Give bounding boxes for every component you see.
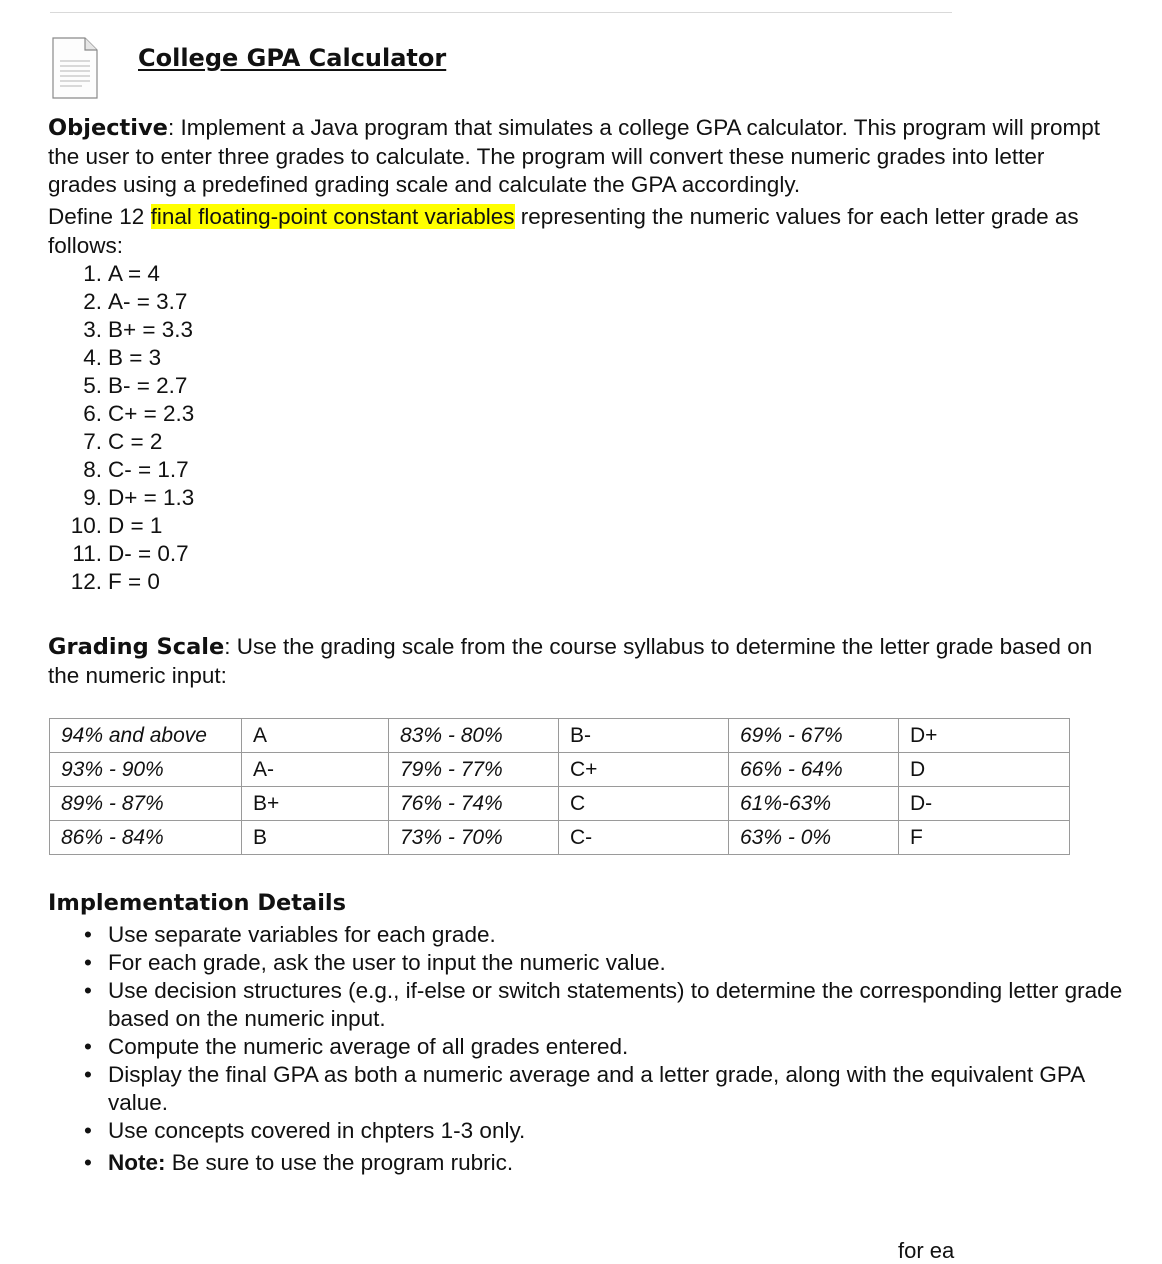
list-item: • Compute the numeric average of all grades entered.	[84, 1034, 629, 1059]
table-row: 89% - 87% B+ 76% - 74% C 61%-63% D-	[50, 787, 1070, 821]
implementation-list	[48, 921, 1138, 1177]
define-paragraph	[48, 203, 1118, 260]
objective-label: Objective	[48, 115, 168, 141]
list-item: 3. B+ = 3.3	[83, 317, 194, 342]
table-row: 93% - 90% A- 79% - 77% C+ 66% - 64% D	[50, 753, 1070, 787]
list-item: 5. B- = 2.7	[83, 373, 188, 398]
list-item: 2. A- = 3.7	[83, 289, 188, 314]
list-item: 1. A = 4	[83, 261, 160, 286]
grading-scale-table	[49, 718, 1070, 855]
list-item: • Note: Be sure to use the program rubric.	[84, 1150, 514, 1175]
list-item: 12. F = 0	[70, 569, 160, 594]
define-highlight: final floating-point constant variables	[150, 204, 515, 229]
grading-scale-label: Grading Scale	[48, 634, 225, 660]
list-item: • Use concepts covered in chpters 1-3 only.	[84, 1118, 526, 1143]
list-item: • For each grade, ask the user to input the numeric value.	[84, 950, 666, 975]
list-item: 11. D- = 0.7	[72, 541, 189, 566]
objective-paragraph	[48, 114, 1118, 200]
grade-values-list	[60, 260, 194, 596]
list-item: • Use separate variables for each grade.	[84, 922, 496, 947]
cutoff-text: for ea	[898, 1238, 955, 1263]
list-item: • Use decision structures (e.g., if-else or switch statements) to determine the corresponding letter grade based on the numeric input.	[84, 978, 1123, 1031]
define-suffix: representing the numeric values for each letter grade as follows:	[48, 204, 1079, 258]
list-item: 9. D+ = 1.3	[83, 485, 195, 510]
list-item: 6. C+ = 2.3	[83, 401, 195, 426]
implementation-heading: Implementation Details	[48, 890, 347, 916]
objective-text: : Implement a Java program that simulates a college GPA calculator. This program will prompt the user to enter three grades to calculate. The program will convert these numeric grades into letter grades using a predefined grading scale and calculate the GPA accordingly.	[48, 115, 1101, 197]
document-icon	[52, 37, 98, 99]
grading-scale-text: : Use the grading scale from the course syllabus to determine the letter grade based on the numeric input:	[48, 634, 1093, 688]
list-item: 4. B = 3	[83, 345, 162, 370]
page-title: College GPA Calculator	[138, 44, 447, 72]
top-divider	[50, 12, 952, 13]
table-row: 94% and above A 83% - 80% B- 69% - 67% D+	[50, 719, 1070, 753]
note-text: Be sure to use the program rubric.	[165, 1150, 514, 1175]
note-label: Note:	[108, 1150, 166, 1175]
define-prefix: Define 12	[48, 204, 151, 229]
list-item: 7. C = 2	[83, 429, 163, 454]
table-row: 86% - 84% B 73% - 70% C- 63% - 0% F	[50, 821, 1070, 855]
grading-scale-paragraph	[48, 633, 1118, 690]
list-item: 10. D = 1	[70, 513, 163, 538]
list-item: • Display the final GPA as both a numeric average and a letter grade, along with the equivalent GPA value.	[84, 1062, 1085, 1115]
list-item: 8. C- = 1.7	[83, 457, 189, 482]
